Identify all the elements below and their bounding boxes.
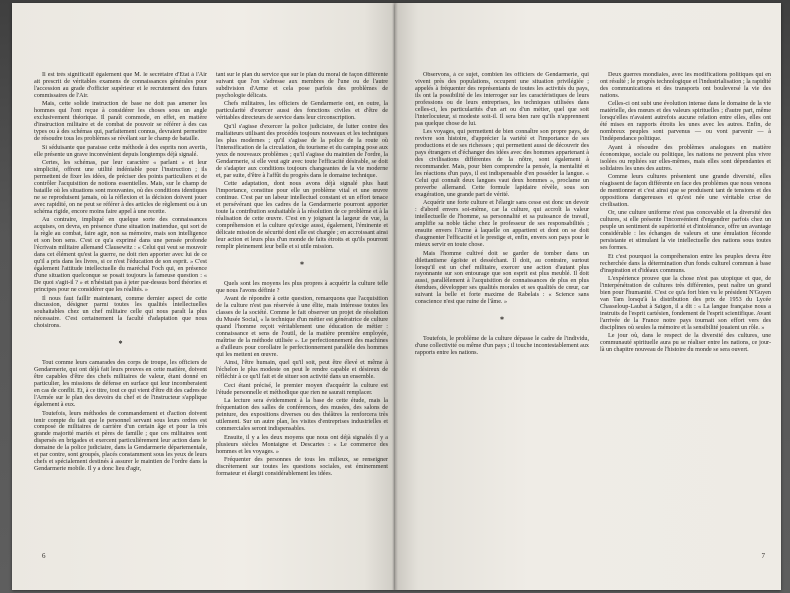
paragraph: Ensuite, il y a les deux moyens que nous ont déjà signalés il y a plusieurs siècles Montaigne et Descartes : « Le commerce des hommes et les voyages. » — [216, 434, 388, 455]
left-page — [12, 3, 395, 590]
paragraph: Or, une culture uniforme n'est pas concevable et la diversité des cultures, si elle présente l'inconvénient d'engendrer parfois chez un peuple un sentiment de supériorité et d'intolérance, offre un avantage considérable : les échanges de valeurs et une émulation féconde persistante et stimulant la vie intellectuelle des nations sous toutes ses formes. — [600, 210, 771, 252]
paragraph: Acquérir une forte culture et l'élargir sans cesse est donc un devoir : d'abord envers soi-même, car la culture, qui accroît la valeur intellectuelle de l'homme, sa personnalité et sa puissance de travail, amplifie sa noble tâche chez le professeur de ses responsabilités ; ensuite envers l'Arme à laquelle on appartient et dont on se doit d'augmenter l'efficacité et le prestige et, enfin, envers son pays pour le mieux servir en toute chose. — [415, 200, 589, 249]
paragraph: Si séduisante que paraisse cette méthode à des esprits non avertis, elle présente un grave inconvénient depuis longtemps déjà signalé. — [34, 144, 207, 158]
paragraph: Chefs militaires, les officiers de Gendarmerie ont, en outre, la particularité d'exercer aussi des fonctions civiles et d'être de véritables directeurs de service dans leur circonscription. — [216, 101, 388, 122]
section-separator: * — [300, 259, 304, 269]
paragraph: L'expérience prouve que la chose n'est pas utopique et que, de l'interpénétration de cultures très différentes, peut naître un grand bien pour l'humanité. C'est ce qu'a fort bien vu le président N'Guyen van Tam lorsqu'à la distribution des prix de 1953 du Lycée Chasseloup-Laubat à Saïgon, il a dit : « La langue française nous a instruits de l'esprit cartésien, fondement de l'esprit scientifique. Avant l'arrivée de la France notre pays tournait son effort vers des disciplines où seules la mémoire et la sensibilité jouaient un rôle. » — [600, 276, 771, 331]
paragraph: Fréquenter des personnes de tous les milieux, se renseigner discrètement sur toutes les questions sociales, est éminemment formateur et élargit considérablement les idées. — [216, 457, 388, 477]
paragraph: Certes, les schémas, par leur caractère « parlant » et leur simplicité, offrent une utilité indéniable pour l'instruction ; ils permettent de fixer les idées, de préciser des points particuliers et de contrôler l'acquisition de notions essentielles. Mais, sur le champ de bataille où les situations sont mouvantes, où des conditions identiques ne se reproduisent jamais, où la réflexion et la décision doivent jouer avec rapidité, on ne peut se référer à des articles de règlement ou à un schéma rigide, encore moins faire appel à une recette. — [34, 160, 207, 215]
paragraph: Celles-ci ont subi une évolution intense dans le domaine de la vie matérielle, des mœurs et des valeurs spirituelles ; d'autre part, même lorsqu'elles n'avaient autrefois aucune relation entre elles, elles ont été mises en rapports étroits les unes avec les autres. Enfin, de nombreux peuples sont parvenus — ou vont parvenir — à l'indépendance politique. — [600, 101, 771, 143]
paragraph: Cette adaptation, dont nous avons déjà signalé plus haut l'importance, constitue pour elle un problème vital et une œuvre continue. C'est par un labeur intellectuel constant et un effort tenace et persévérant que les cadres de la Gendarmerie pourront apporter toute la contribution souhaitable à la résolution de ce problème et à la réalisation de cette œuvre. C'est en y joignant la largeur de vue, la compréhension et la culture qu'exige aussi, également, l'éminente et délicate mission de sécurité dont elle est chargée ; en accroissant ainsi leur action et leurs plus d'un monde de faits étroits et qu'ils pourront remplir pleinement leur belle et si utile mission. — [216, 181, 388, 250]
page-number: 7 — [761, 552, 765, 560]
paragraph: Tout comme leurs camarades des corps de troupe, les officiers de Gendarmerie, qui ont déjà fait leurs preuves en cette matière, doivent être capables d'être des chefs militaires de valeur, étant donné en particulier, les missions de défense en surface qui leur incomberaient en cas de conflit. Et, à ce titre, tout ce qui vient d'être dit des cadres de l'Armée sur le plan des devoirs du chef et de l'instructeur s'applique également à eux. — [34, 360, 207, 408]
paragraph: Toutefois, leurs méthodes de commandement et d'action doivent tenir compte du fait que le personnel servant sous leurs ordres est composé de militaires de carrière d'un certain âge et pour la très grande majorité mariés et pères de famille ; que ces militaires sont dispersés en brigades et exercent particulièrement leur action dans le domaine de la police judiciaire, dans la Gendarmerie départementale, et par contre, sont groupés, placés constamment sous les yeux de leurs chefs et spécialement destinés à assurer le maintien de l'ordre dans la Gendarmerie mobile. Il y a donc lieu d'agir, — [34, 410, 207, 473]
page-number: 6 — [42, 552, 46, 560]
book-gutter — [392, 3, 398, 590]
paragraph: Il nous faut faillir maintenant, comme dernier aspect de cette discussion, désigner parmi toutes les qualités intellectuelles souhaitables chez un chef militaire celle qui nous paraît la plus nécessaire. C'est certainement la faculté d'adaptation que nous choisirons. — [34, 295, 207, 330]
paragraph: Observons, à ce sujet, combien les officiers de Gendarmerie, qui vivent près des populations, occupent une situation privilégiée ; appelés à fréquenter des représentants de toutes les activités du pays, ils ont la possibilité de les interroger sur les caractéristiques de leurs professions ou de leurs entreprises, les techniques utilisées dans celles-ci, les particularités d'un art ou d'un métier, quel que soit l'interlocuteur, si modeste soit-il. Il sera bien rare qu'ils n'apprennent pas quelque chose de lui. — [415, 72, 589, 127]
paragraph: La lecture sera évidemment à la base de cette étude, mais la fréquentation des salles de conférences, des musées, des salons de peinture, des expositions diverses ou des théâtres la renforcera très utilement. Sur un autre plan, les visites d'entreprises industrielles et commerciales seront indispensables. — [216, 398, 388, 433]
section-separator: * — [500, 315, 504, 325]
paragraph: Quels sont les moyens les plus propres à acquérir la culture telle que nous l'avons définie ? — [216, 280, 388, 294]
paragraph: Mais, cette solide instruction de base ne doit pas amener les hommes qui l'ont reçue à considérer les choses sous un angle exclusivement théorique. Il paraît commode, en effet, en matière d'instruction militaire et de combat de pouvoir se référer à des cas types ou à des schémas qui, parfaitement connus, devraient permettre de résoudre tous les problèmes se révélant sur le champ de bataille. — [34, 101, 207, 143]
paragraph: Mais l'homme cultivé doit se garder de tomber dans un dilettantisme égoïste et desséchant. Il doit, au contraire, surtout lorsqu'il est un chef militaire, exercer une action d'autant plus rayonnante sur son entourage que son esprit est plus meublé. Il doit aussi, parallèlement à l'acquisition de connaissances de plus en plus étendues, développer ses qualités morales et ses qualités de cœur, car suivant la belle et forte maxime de Rabelais : « Science sans conscience n'est que ruine de l'âme. » — [415, 250, 589, 306]
page-6-column-2 — [216, 72, 388, 550]
section-separator: * — [118, 339, 123, 349]
paragraph: Avant de répondre à cette question, remarquons que l'acquisition de la culture n'est pas réservée à une élite, mais intéresse toutes les classes de la société. Comme le fait observer un projet de résolution du Musée Social, « la technique d'un métier est génératrice de culture quand l'homme reçoit véritablement une éducation de métier : connaissance et sens de l'outil, de la matière première employée, maîtrise de la méthode utilisée ». Le perfectionnement des machines a d'ailleurs pour corollaire le perfectionnement parallèle des hommes qui les mettent en œuvre. — [216, 296, 388, 358]
paragraph: Ainsi, l'être humain, quel qu'il soit, peut être élevé et même à l'échelon le plus modeste on peut le rendre capable et désireux de réfléchir à ce qu'il fait et de situer son activité dans un ensemble. — [216, 360, 388, 381]
paragraph: Et c'est pourquoi la compréhension entre les peuples devra être recherchée dans la détermination d'un fonds culturel commun à base d'inspiration et d'idéaux communs. — [600, 253, 771, 274]
paragraph: Toutefois, le problème de la culture dépasse le cadre de l'individu, d'une collectivité ou même d'un pays ; il touche incontestablement aux rapports entre les nations. — [415, 336, 589, 357]
paragraph: Ceci étant précisé, le premier moyen d'acquérir la culture est l'étude personnelle et méthodique que rien ne saurait remplacer. — [216, 382, 388, 396]
paragraph: Les voyages, qui permettent de bien connaître son propre pays, de revivre son histoire, d'apprécier la variété et l'importance de ses productions et de ses richesses ; qui permettent aussi de découvrir des pays étrangers et d'échanger des idées avec des hommes appartenant à des civilisations différentes de la nôtre, sont également à recommander. Mais, pour bien comprendre la pensée, la mentalité et les réactions d'un pays, il est indispensable d'en posséder la langue. « Celui qui connaît deux langues vaut deux hommes », proclame un proverbe allemand. Cette formule lapidaire révèle, sous son exagération, une grande part de vérité. — [415, 129, 589, 198]
paragraph: Il est très significatif également que M. le secrétaire d'État à l'Air ait prescrit de véritables examens de connaissances générales pour l'accession au grade d'officier supérieur et le recrutement des futurs commissaires de l'Air. — [34, 72, 207, 99]
paragraph: Qu'il s'agisse d'exercer la police judiciaire, de lutter contre des malfaiteurs utilisant des procédés toujours nouveaux et les techniques les plus modernes ; qu'il s'agisse de la police de la route où l'intensification de la circulation, du tourisme et du camping pose aux yeux de nouveaux problèmes ; qu'il s'agisse du maintien de l'ordre, la Gendarmerie, si elle veut agir avec toute l'efficacité désirable, se doit de s'adapter aux conditions toujours changeantes de la vie moderne et, par suite, d'être à l'affût du progrès dans le domaine technique. — [216, 123, 388, 179]
paragraph: Ayant à résoudre des problèmes analogues en matière économique, sociale ou politique, les nations ne peuvent plus vivre isolées ou repliées sur elles-mêmes, mais elles sont dépendantes et solidaires les unes des autres. — [600, 144, 771, 172]
paragraph: Deux guerres mondiales, avec les modifications politiques qui en ont résulté ; le progrès technologique et l'industrialisation ; la rapidité des communications et des transports ont bouleversé la vie des nations. — [600, 72, 771, 99]
page-6-column-1 — [34, 72, 207, 550]
right-page — [395, 3, 781, 590]
paragraph: Le jour où, dans le respect de la diversité des cultures, une communauté spirituelle aura pu se réaliser entre les nations, ce jour-là un chapitre nouveau de l'histoire du monde se sera ouvert. — [600, 333, 771, 354]
paragraph: tant sur le plan du service que sur le plan du moral de façon différente suivant que l'on s'adresse aux membres de l'une ou de l'autre subdivision d'Arme et cela pose parfois des problèmes de psychologie délicats. — [216, 72, 388, 99]
page-7-column-1 — [415, 72, 589, 550]
paragraph: Comme leurs cultures présentent une grande diversité, elles réagissent de façon différente en face des problèmes que nous venons de mentionner et c'est ainsi que se produisent tant de tensions et des oppositions dangereuses et qu'est née une véritable crise de civilisation. — [600, 174, 771, 208]
paragraph: Au contraire, impliqué en quelque sorte des connaissances acquises, on devra, en présence d'une situation inattendue, qui sort de la règle au combat, faire agir, non sa mémoire, mais son intelligence et son bon sens. C'est ce qu'a exprimé dans une pensée profonde l'écrivain militaire allemand Clausewitz : « Celui qui veut se mouvoir dans cet élément qu'est la guerre, ne doit rien apporter avec lui de ce qu'il a pris dans les livres, si ce n'est l'éducation de son esprit. » C'est également l'attitude intellectuelle du maréchal Foch qui, en présence d'une situation quelconque se posait toujours la fameuse question : « De quoi s'agit-il ? » et n'hésitait pas à jeter par-dessus bord théories et principes pour ne considérer que les réalités. » — [34, 217, 207, 293]
page-7-column-2 — [600, 72, 771, 550]
